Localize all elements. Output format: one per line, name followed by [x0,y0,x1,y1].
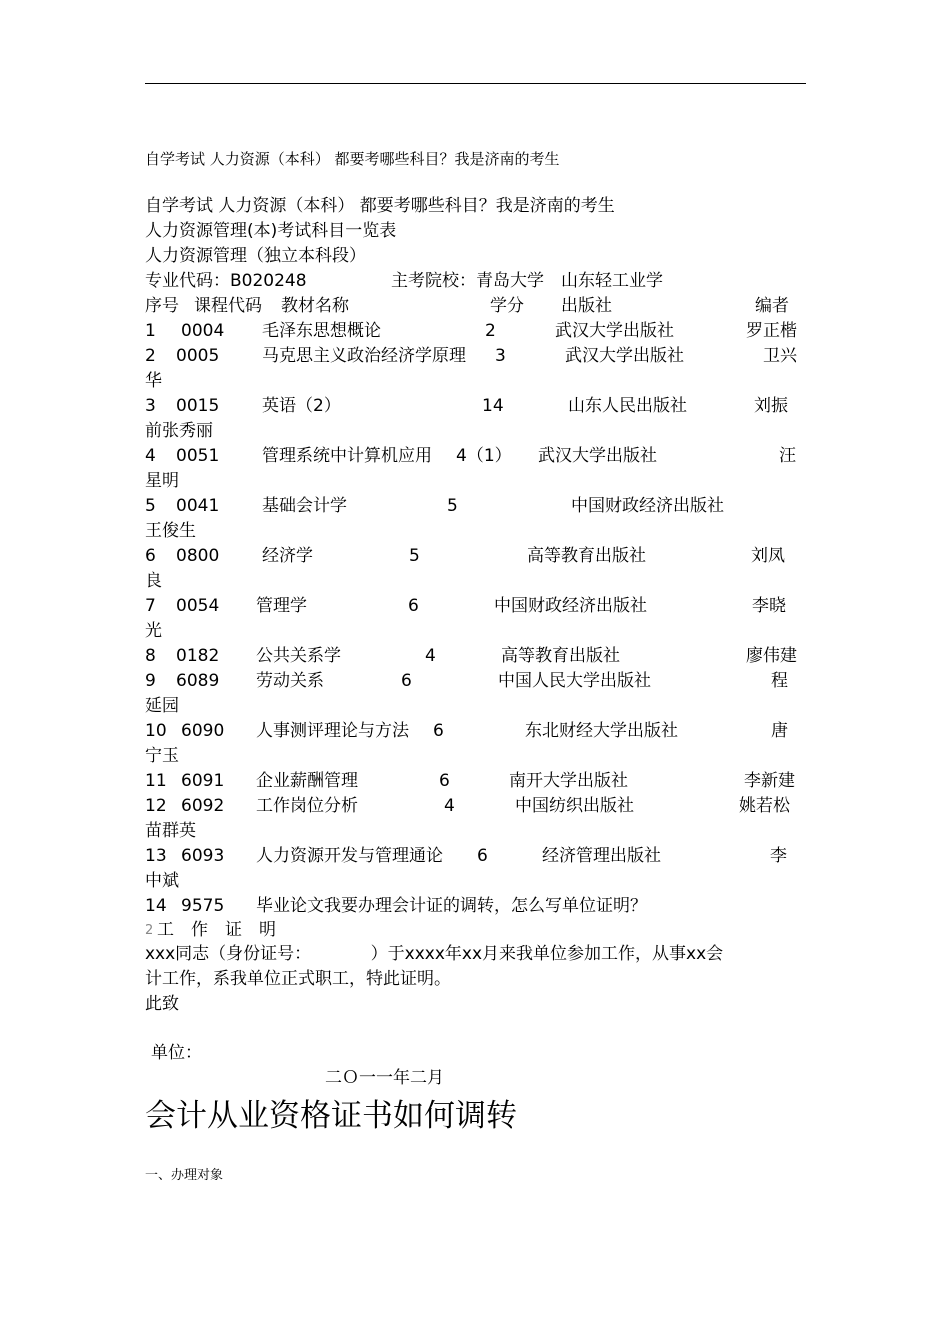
row-publisher: 高等教育出版社 [527,546,646,566]
row-author: 卫兴 [763,346,797,366]
row-author: 汪 [779,446,796,466]
row-code: 6093 [181,846,225,866]
row-author: 李 [770,846,787,866]
row-name: 英语（2） [262,396,341,416]
row-author: 廖伟建 [746,646,797,666]
row-no: 9 [145,671,156,691]
table-row [0,544,950,569]
row-publisher: 武汉大学出版社 [565,346,684,366]
certificate-body-line: xxx同志（身份证号： ）于xxxx年xx月来我单位参加工作，从事xx会 [145,944,724,964]
row-no: 14 [145,896,167,916]
row-no: 3 [145,396,156,416]
table-row [0,894,950,919]
row-publisher: 经济管理出版社 [542,846,661,866]
table-row [0,494,950,519]
row-code: 6092 [181,796,225,816]
certificate-body-line: 计工作，系我单位正式职工，特此证明。 [145,969,451,989]
row-no: 5 [145,496,156,516]
table-row [0,594,950,619]
certificate-title-row [0,918,950,943]
row-no: 12 [145,796,167,816]
row-name: 公共关系学 [256,646,341,666]
row-author: 刘凤 [751,546,785,566]
row-code: 9575 [181,896,225,916]
row-publisher: 南开大学出版社 [509,771,628,791]
row-code: 0015 [176,396,220,416]
exam-school: 主考院校：青岛大学 山东轻工业学 [391,271,663,291]
row-author: 姚若松 [739,796,790,816]
subsection-heading: 一、办理对象 [145,1168,224,1183]
table-row [0,719,950,744]
col-author: 编者 [755,296,789,316]
row-name: 毛泽东思想概论 [262,321,381,341]
row-credit: 3 [495,346,506,366]
header-rule [145,83,806,84]
row-credit: 5 [447,496,458,516]
table-row [0,794,950,819]
row-credit: 6 [433,721,444,741]
row-publisher: 高等教育出版社 [501,646,620,666]
row-author-wrap: 良 [145,571,162,591]
table-row [0,769,950,794]
table-row [0,444,950,469]
row-credit: 2 [485,321,496,341]
row-credit: 4 [444,796,455,816]
row-credit: 4（1） [456,446,512,466]
row-name: 管理系统中计算机应用 [262,446,432,466]
row-code: 0005 [176,346,220,366]
row-publisher: 中国财政经济出版社 [571,496,724,516]
row-author-wrap: 宁玉 [145,746,179,766]
row-no: 6 [145,546,156,566]
row-author-wrap: 中斌 [145,871,179,891]
row-name: 工作岗位分析 [256,796,358,816]
col-no: 序号 [145,296,179,316]
major-info-row [0,269,950,294]
row-name: 企业薪酬管理 [256,771,358,791]
row-credit: 6 [401,671,412,691]
row-name: 毕业论文我要办理会计证的调转，怎么写单位证明？ [256,896,647,916]
table-header [0,294,950,319]
row-author-wrap: 星明 [145,471,179,491]
row-code: 6090 [181,721,225,741]
row-code: 6089 [176,671,220,691]
col-publisher: 出版社 [561,296,612,316]
table-row [0,344,950,369]
row-publisher: 中国纺织出版社 [515,796,634,816]
certificate-date: 二Ｏ一一年二月 [325,1068,444,1088]
row-no: 4 [145,446,156,466]
row-no: 1 [145,321,156,341]
row-code: 0800 [176,546,220,566]
row-name: 人事测评理论与方法 [256,721,409,741]
row-no: 10 [145,721,167,741]
row-author: 刘振 [754,396,788,416]
row-publisher: 中国财政经济出版社 [494,596,647,616]
row-credit: 6 [408,596,419,616]
row-code: 0054 [176,596,220,616]
row-code: 0182 [176,646,220,666]
row-no: 13 [145,846,167,866]
table-title: 人力资源管理(本)考试科目一览表 [145,221,397,241]
certificate-mark: 2 [145,923,154,938]
row-code: 0051 [176,446,220,466]
question-title: 自学考试 人力资源（本科） 都要考哪些科目？我是济南的考生 [145,196,615,216]
row-credit: 5 [409,546,420,566]
table-row [0,669,950,694]
table-row [0,394,950,419]
table-row [0,844,950,869]
major-code: 专业代码：B020248 [145,271,307,291]
row-author-wrap: 光 [145,621,162,641]
section-heading: 会计从业资格证书如何调转 [145,1098,517,1134]
row-author: 程 [771,671,788,691]
row-no: 2 [145,346,156,366]
row-publisher: 山东人民出版社 [568,396,687,416]
table-row [0,644,950,669]
row-name: 管理学 [256,596,307,616]
certificate-closing: 此致 [145,994,179,1014]
row-name: 基础会计学 [262,496,347,516]
col-name: 教材名称 [281,296,349,316]
row-publisher: 中国人民大学出版社 [498,671,651,691]
certificate-unit: 单位： [151,1043,202,1063]
row-credit: 4 [425,646,436,666]
row-no: 11 [145,771,167,791]
row-code: 6091 [181,771,225,791]
row-publisher: 武汉大学出版社 [538,446,657,466]
row-author-wrap: 王俊生 [145,521,196,541]
segment-title: 人力资源管理（独立本科段） [145,246,366,266]
row-author-wrap: 华 [145,371,162,391]
row-name: 经济学 [262,546,313,566]
row-no: 7 [145,596,156,616]
certificate-title: 工 作 证 明 [157,920,276,940]
row-author: 罗正楷 [746,321,797,341]
row-credit: 6 [439,771,450,791]
row-author: 李新建 [744,771,795,791]
row-publisher: 东北财经大学出版社 [525,721,678,741]
row-credit: 6 [477,846,488,866]
row-author-wrap: 前张秀丽 [145,421,213,441]
row-credit: 14 [482,396,504,416]
row-code: 0004 [181,321,225,341]
row-author: 李晓 [752,596,786,616]
col-code: 课程代码 [194,296,262,316]
row-code: 0041 [176,496,220,516]
col-credit: 学分 [490,296,524,316]
header-title: 自学考试 人力资源（本科） 都要考哪些科目？我是济南的考生 [145,150,560,168]
table-row [0,319,950,344]
row-name: 劳动关系 [256,671,324,691]
row-publisher: 武汉大学出版社 [555,321,674,341]
row-name: 马克思主义政治经济学原理 [262,346,466,366]
row-name: 人力资源开发与管理通论 [256,846,443,866]
row-author: 唐 [771,721,788,741]
row-author-wrap: 延园 [145,696,179,716]
row-author-wrap: 苗群英 [145,821,196,841]
row-no: 8 [145,646,156,666]
